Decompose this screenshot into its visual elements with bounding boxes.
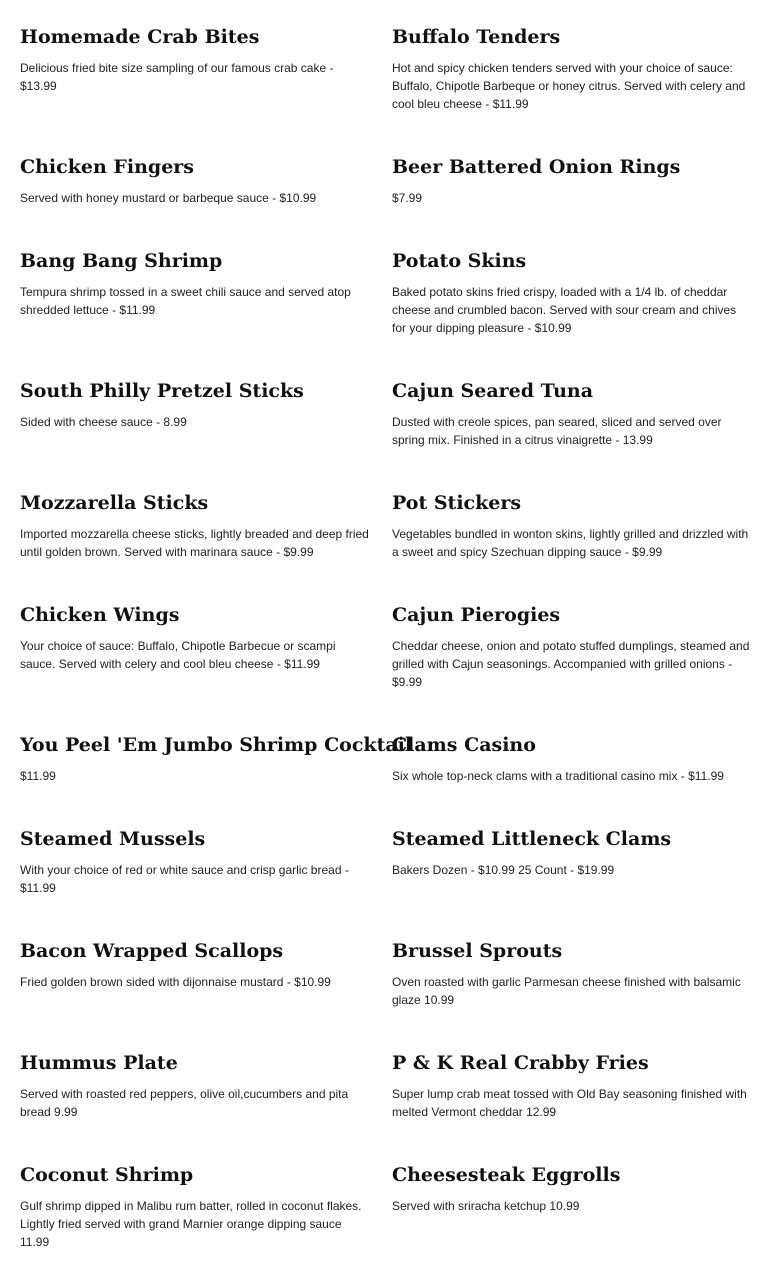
item-description: Vegetables bundled in wonton skins, lightly grilled and drizzled with a sweet and spicy Szechuan dipping sauce - $9.99 (392, 527, 749, 559)
menu-item (20, 1051, 372, 1121)
item-name: You Peel 'Em Jumbo Shrimp Cocktail (20, 734, 413, 756)
item-name: Buffalo Tenders (392, 26, 561, 48)
item-name: Steamed Mussels (20, 828, 206, 850)
menu-item (20, 827, 372, 897)
menu-item (20, 603, 372, 673)
item-name: Homemade Crab Bites (20, 26, 260, 48)
menu-item (392, 827, 752, 879)
item-name: Coconut Shrimp (20, 1164, 194, 1186)
menu-item (20, 379, 372, 431)
item-description: Cheddar cheese, onion and potato stuffed dumplings, steamed and grilled with Cajun seasonings. Accompanied with grilled onions - $9.99 (392, 639, 750, 689)
item-name: Cajun Pierogies (392, 604, 561, 626)
menu-item (392, 1051, 752, 1121)
item-description: Fried golden brown sided with dijonnaise mustard - $10.99 (20, 975, 331, 989)
item-name: South Philly Pretzel Sticks (20, 380, 304, 402)
menu-item (20, 25, 372, 95)
item-description: Imported mozzarella cheese sticks, lightly breaded and deep fried until golden brown. Served with marinara sauce - $9.99 (20, 527, 369, 559)
item-name: Chicken Fingers (20, 156, 195, 178)
item-name: Clams Casino (392, 734, 536, 756)
menu-item (20, 1163, 372, 1251)
menu-item (20, 733, 413, 785)
item-name: Steamed Littleneck Clams (392, 828, 672, 850)
menu-item (392, 491, 752, 561)
menu-item (392, 249, 752, 337)
item-description: Gulf shrimp dipped in Malibu rum batter, rolled in coconut flakes. Lightly fried served with grand Marnier orange dipping sauce 11.99 (20, 1199, 362, 1249)
item-name: Mozzarella Sticks (20, 492, 209, 514)
item-description: Sided with cheese sauce - 8.99 (20, 415, 187, 429)
item-description: Six whole top-neck clams with a traditional casino mix - $11.99 (392, 769, 724, 783)
item-name: Hummus Plate (20, 1052, 178, 1074)
item-name: Brussel Sprouts (392, 940, 563, 962)
menu-item (20, 491, 372, 561)
item-description: Your choice of sauce: Buffalo, Chipotle Barbecue or scampi sauce. Served with celery and cool bleu cheese - $11.99 (20, 639, 336, 671)
menu-item (20, 249, 372, 319)
item-description: $7.99 (392, 191, 423, 205)
item-description: Hot and spicy chicken tenders served with your choice of sauce: Buffalo, Chipotle Barbeque or honey citrus. Served with celery and cool bleu cheese - $11.99 (392, 61, 746, 111)
menu-item (392, 155, 752, 207)
item-description: Oven roasted with garlic Parmesan cheese finished with balsamic glaze 10.99 (392, 975, 741, 1007)
menu-item (392, 1163, 752, 1215)
menu-item (392, 733, 752, 785)
item-description: Delicious fried bite size sampling of our famous crab cake - $13.99 (20, 61, 334, 93)
item-description: Served with sriracha ketchup 10.99 (392, 1199, 580, 1213)
item-name: Cajun Seared Tuna (392, 380, 594, 402)
item-name: Potato Skins (392, 250, 527, 272)
item-description: With your choice of red or white sauce and crisp garlic bread - $11.99 (20, 863, 349, 895)
item-description: $11.99 (20, 769, 56, 783)
item-description: Dusted with creole spices, pan seared, sliced and served over spring mix. Finished in a citrus vinaigrette - 13.99 (392, 415, 722, 447)
item-name: Pot Stickers (392, 492, 522, 514)
item-name: Cheesesteak Eggrolls (392, 1164, 621, 1186)
menu-item (20, 155, 372, 207)
item-name: Bang Bang Shrimp (20, 250, 223, 272)
item-description: Super lump crab meat tossed with Old Bay seasoning finished with melted Vermont cheddar 12.99 (392, 1087, 747, 1119)
menu-item (392, 25, 752, 113)
menu-item (392, 939, 752, 1009)
item-name: Chicken Wings (20, 604, 180, 626)
item-description: Served with roasted red peppers, olive oil,cucumbers and pita bread 9.99 (20, 1087, 349, 1119)
item-description: Tempura shrimp tossed in a sweet chili sauce and served atop shredded lettuce - $11.99 (20, 285, 351, 317)
item-name: Beer Battered Onion Rings (392, 156, 681, 178)
menu-item (392, 379, 752, 449)
item-description: Bakers Dozen - $10.99 25 Count - $19.99 (392, 863, 615, 877)
item-description: Baked potato skins fried crispy, loaded with a 1/4 lb. of cheddar cheese and crumbled bacon. Served with sour cream and chives for your dipping pleasure - $10.99 (392, 285, 737, 335)
menu-item (392, 603, 752, 691)
menu-item (20, 939, 372, 991)
item-description: Served with honey mustard or barbeque sauce - $10.99 (20, 191, 317, 205)
item-name: P & K Real Crabby Fries (392, 1052, 649, 1074)
item-name: Bacon Wrapped Scallops (20, 940, 284, 962)
